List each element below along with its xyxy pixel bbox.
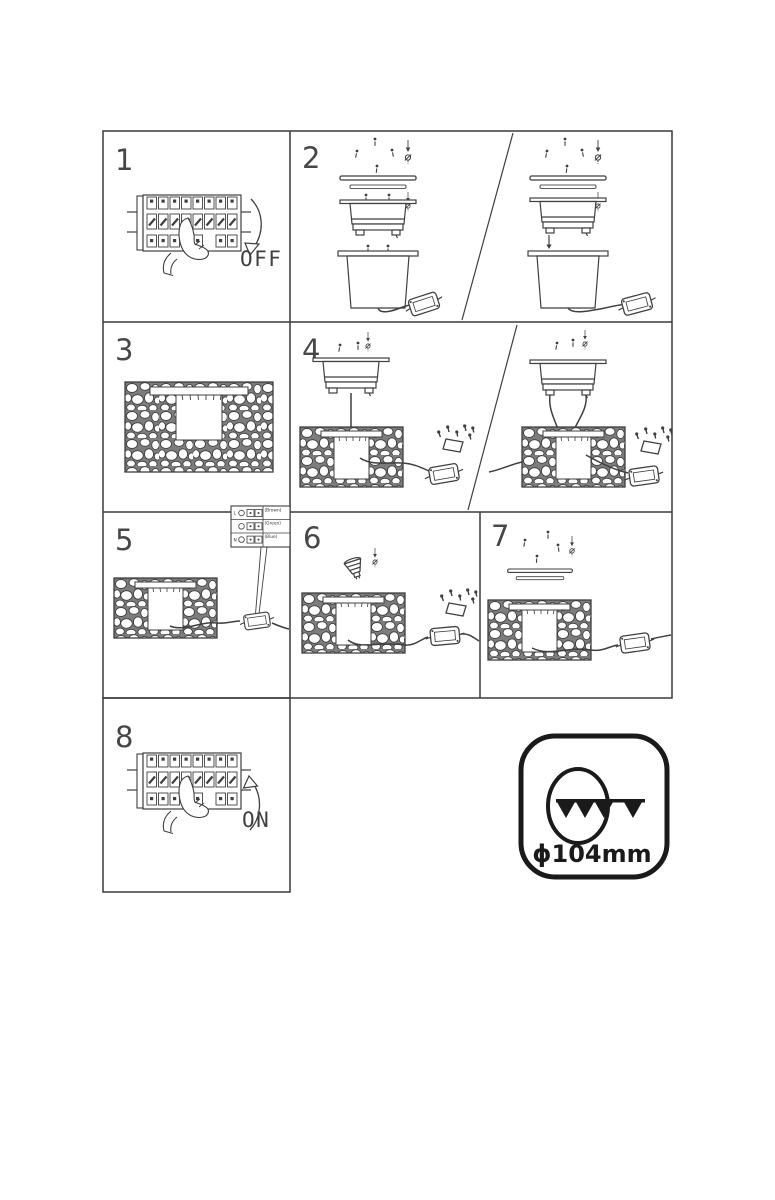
breaker-panel-icon — [127, 753, 251, 834]
insert-scene-left — [300, 332, 474, 487]
driver-box-icon — [423, 462, 464, 486]
panel-5-wiring — [114, 506, 290, 638]
backfill-icon — [438, 425, 474, 452]
insert-arrow-icon — [546, 235, 551, 249]
panel-1-number: 1 — [115, 143, 134, 177]
panel-8-number: 8 — [115, 720, 134, 754]
panel-7-number: 7 — [491, 519, 510, 553]
panel-3-dig-hole — [115, 333, 273, 472]
ground-sleeve-icon — [338, 251, 418, 308]
driver-box-icon — [403, 290, 445, 318]
screw-arrow-icon — [372, 548, 377, 567]
terminal-brown: (Brown) — [264, 508, 282, 514]
insert-scene-right — [489, 330, 672, 487]
lamp-housing-icon — [340, 200, 416, 238]
terminal-n: N — [233, 538, 237, 544]
exploded-stack-left — [338, 138, 445, 319]
panel-2-number: 2 — [302, 141, 321, 175]
breaker-panel-icon — [127, 195, 251, 276]
gu10-lamp-icon — [344, 556, 367, 581]
panel-3-number: 3 — [115, 333, 134, 367]
trim-rings-icon — [508, 569, 573, 580]
ground-hole-icon — [114, 578, 217, 638]
backfill-icon — [441, 589, 477, 616]
panel-4-insert-sleeve — [300, 325, 672, 510]
terminal-l: L — [233, 511, 236, 517]
ground-hole-icon — [300, 427, 403, 487]
cutout-diameter-label: ϕ104mm — [532, 840, 652, 868]
panel-1-switch-off — [115, 143, 282, 276]
panel-8-switch-on — [115, 720, 270, 834]
divider-diagonal — [462, 133, 513, 320]
on-label: ON — [242, 808, 271, 832]
terminal-blue: (Blue) — [264, 535, 278, 540]
panel-2-exploded-view — [302, 133, 658, 320]
panel-6-number: 6 — [303, 521, 322, 555]
driver-box-icon — [425, 626, 465, 646]
driver-box-icon — [614, 632, 655, 654]
screw-arrow-icon — [569, 536, 574, 556]
panel-5-number: 5 — [115, 523, 134, 557]
panel-4-number: 4 — [302, 333, 321, 367]
exploded-stack-right — [528, 138, 658, 318]
lamp-housing-icon — [313, 358, 389, 396]
connector-box-icon — [239, 611, 275, 631]
screw-arrow-icon — [405, 140, 411, 164]
ground-recessed-symbol — [521, 736, 667, 877]
trim-rings-icon — [340, 176, 416, 189]
off-label: OFF — [240, 247, 283, 271]
ground-hole-icon — [125, 382, 273, 472]
detail-leader-lines — [256, 547, 268, 614]
terminal-green: (Green) — [264, 521, 281, 527]
divider-diagonal — [468, 325, 517, 510]
panel-6-insert-lamp — [302, 521, 479, 653]
panel-7-fit-trim — [488, 519, 671, 660]
